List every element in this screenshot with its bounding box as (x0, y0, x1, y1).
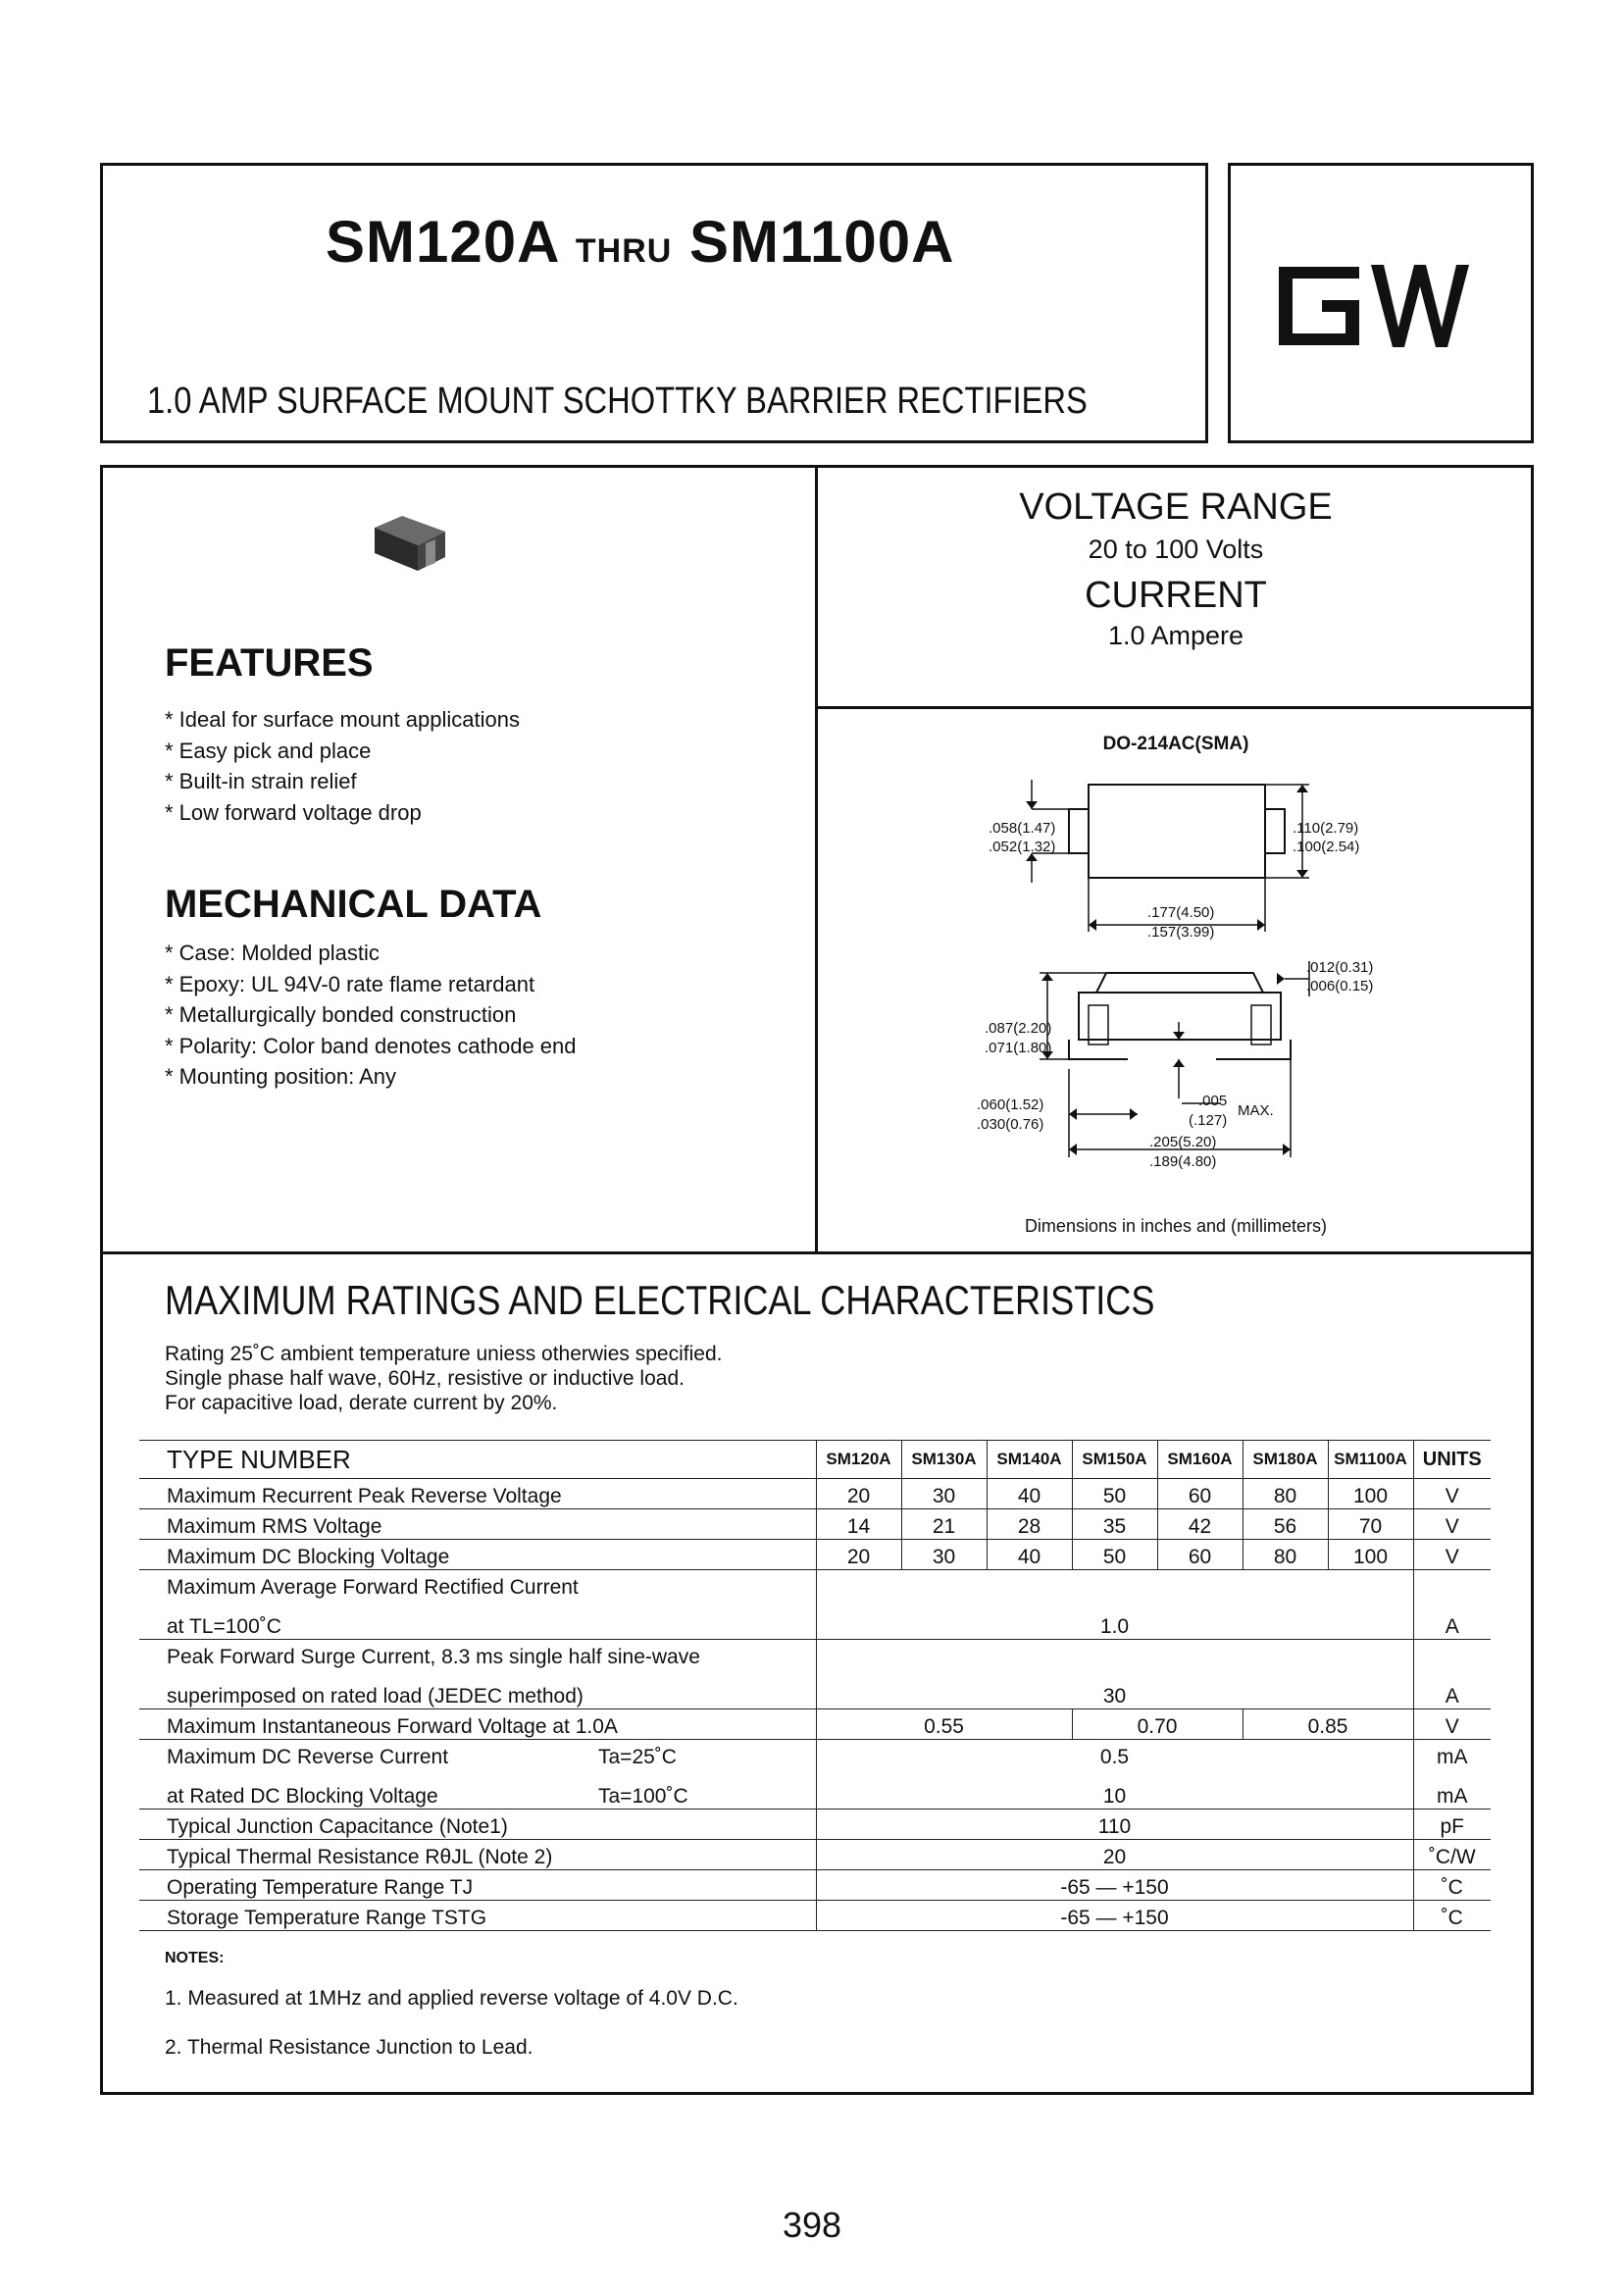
column-header: SM1100A (1328, 1441, 1413, 1479)
gw-logo-graphic (1273, 257, 1491, 355)
list-item: * Polarity: Color band denotes cathode end (165, 1033, 577, 1058)
dim-label: .205(5.20) (1149, 1134, 1217, 1150)
value-cell: 20 (816, 1840, 1413, 1870)
value-cell: 80 (1243, 1540, 1328, 1570)
table-header-row (139, 1441, 1491, 1479)
value-cell (816, 1740, 1413, 1810)
list-item: * Low forward voltage drop (165, 799, 422, 825)
value-cell: 30 (901, 1540, 987, 1570)
dim-label: .058(1.47) (989, 820, 1056, 837)
param-cell (139, 1640, 816, 1709)
value-cell: 50 (1072, 1479, 1157, 1509)
value-cell: 20 (816, 1540, 901, 1570)
unit-cell (1413, 1740, 1491, 1810)
value-cell: 50 (1072, 1540, 1157, 1570)
dim-label: MAX. (1238, 1102, 1274, 1119)
value-cell: 42 (1157, 1509, 1243, 1540)
rating-conditions (165, 1342, 722, 1415)
part-from: SM120A (326, 209, 559, 275)
value-cell: -65 — +150 (816, 1901, 1413, 1931)
package-name: DO-214AC(SMA) (1102, 734, 1249, 754)
dim-label: .189(4.80) (1149, 1153, 1217, 1170)
unit-cell: pF (1413, 1810, 1491, 1840)
unit-cell: V (1413, 1509, 1491, 1540)
param-cell: Maximum RMS Voltage (139, 1509, 816, 1540)
table-row (139, 1540, 1491, 1570)
value-cell: 30 (816, 1640, 1413, 1709)
condition-line: Rating 25˚C ambient temperature uniess otherwies specified. (165, 1343, 723, 1365)
dim-label: .110(2.79) (1293, 820, 1359, 837)
features-list (165, 704, 520, 828)
unit-cell: ˚C/W (1413, 1840, 1491, 1870)
param-cell: Maximum Instantaneous Forward Voltage at 1.0A (139, 1709, 816, 1740)
features-heading: FEATURES (165, 641, 374, 685)
unit-cell: ˚C (1413, 1901, 1491, 1931)
condition-line: For capacitive load, derate current by 20%. (165, 1392, 558, 1414)
value-cell: 35 (1072, 1509, 1157, 1540)
unit-line: mA (1437, 1746, 1468, 1768)
param-cell: Storage Temperature Range TSTG (139, 1901, 816, 1931)
value-cell: 56 (1243, 1509, 1328, 1540)
voltage-range-label: VOLTAGE RANGE (1019, 486, 1333, 528)
dim-label: .177(4.50) (1147, 904, 1215, 921)
table-row (139, 1709, 1491, 1740)
param-cell: Maximum Recurrent Peak Reverse Voltage (139, 1479, 816, 1509)
value-cell: 14 (816, 1509, 901, 1540)
list-item: * Easy pick and place (165, 738, 372, 763)
dim-label: .100(2.54) (1293, 839, 1360, 855)
component-image (365, 510, 453, 579)
ratings-table (139, 1440, 1491, 1931)
param-line: Maximum DC Reverse Current (167, 1746, 449, 1768)
param-cell: Typical Junction Capacitance (Note1) (139, 1810, 816, 1840)
param-cell (139, 1570, 816, 1640)
condition: Ta=25˚C (598, 1746, 677, 1768)
table-row (139, 1479, 1491, 1509)
column-header: SM150A (1072, 1441, 1157, 1479)
value-line: 0.5 (1099, 1746, 1130, 1768)
value-cell: 60 (1157, 1479, 1243, 1509)
value-cell: 70 (1328, 1509, 1413, 1540)
unit-line: mA (1437, 1785, 1468, 1808)
param-cell: Operating Temperature Range TJ (139, 1870, 816, 1901)
dim-label: .071(1.80) (985, 1040, 1052, 1056)
dim-label: (.127) (1189, 1112, 1228, 1129)
table-row (139, 1740, 1491, 1810)
column-header: SM180A (1243, 1441, 1328, 1479)
part-title (326, 208, 955, 276)
voltage-range-value: 20 to 100 Volts (1088, 535, 1264, 564)
list-item: * Built-in strain relief (165, 769, 357, 793)
page-number: 398 (782, 2205, 842, 2245)
list-item: * Epoxy: UL 94V-0 rate flame retardant (165, 971, 535, 996)
param-line: Peak Forward Surge Current, 8.3 ms single half sine-wave (167, 1646, 700, 1668)
dim-label: .087(2.20) (985, 1020, 1052, 1037)
table-row (139, 1810, 1491, 1840)
part-to: SM1100A (689, 209, 955, 275)
value-cell: -65 — +150 (816, 1870, 1413, 1901)
param-cell: Maximum DC Blocking Voltage (139, 1540, 816, 1570)
units-header: UNITS (1413, 1441, 1491, 1479)
value-cell: 21 (901, 1509, 987, 1540)
dim-label: .030(0.76) (977, 1116, 1044, 1133)
column-header: SM160A (1157, 1441, 1243, 1479)
value-cell: 0.85 (1243, 1709, 1413, 1740)
note-item: 1. Measured at 1MHz and applied reverse voltage of 4.0V D.C. (165, 1987, 738, 2010)
unit-cell: V (1413, 1479, 1491, 1509)
thru-label: THRU (575, 232, 673, 270)
value-cell: 0.70 (1072, 1709, 1243, 1740)
column-header: SM120A (816, 1441, 901, 1479)
param-line: superimposed on rated load (JEDEC method) (167, 1685, 584, 1708)
value-cell: 20 (816, 1479, 901, 1509)
condition: Ta=100˚C (598, 1785, 688, 1808)
page-subtitle: 1.0 AMP SURFACE MOUNT SCHOTTKY BARRIER RECTIFIERS (147, 381, 1088, 422)
notes-heading: NOTES: (165, 1950, 225, 1966)
list-item: * Case: Molded plastic (165, 941, 380, 965)
value-cell: 40 (987, 1479, 1072, 1509)
mechanical-list (165, 938, 577, 1093)
mechanical-heading: MECHANICAL DATA (165, 883, 542, 926)
current-value: 1.0 Ampere (1107, 621, 1244, 650)
value-cell: 0.55 (816, 1709, 1072, 1740)
param-line: at TL=100˚C (167, 1615, 281, 1638)
ratings-summary (818, 486, 1534, 651)
value-cell: 40 (987, 1540, 1072, 1570)
dim-label: .157(3.99) (1147, 924, 1215, 941)
param-line: Maximum Average Forward Rectified Current (167, 1576, 579, 1599)
dim-label: .006(0.15) (1306, 978, 1374, 994)
param-cell (139, 1740, 816, 1810)
value-cell: 30 (901, 1479, 987, 1509)
column-header: SM130A (901, 1441, 987, 1479)
dim-label: .060(1.52) (977, 1096, 1044, 1113)
list-item: * Metallurgically bonded construction (165, 1002, 517, 1027)
dim-label: .005 (1198, 1093, 1228, 1109)
max-ratings-heading: MAXIMUM RATINGS AND ELECTRICAL CHARACTERISTICS (165, 1277, 1155, 1323)
table-row (139, 1901, 1491, 1931)
dim-label: .012(0.31) (1306, 959, 1374, 976)
box-divider-horizontal (815, 706, 1534, 709)
table-row (139, 1640, 1491, 1709)
table-row (139, 1840, 1491, 1870)
note-item: 2. Thermal Resistance Junction to Lead. (165, 2036, 533, 2059)
list-item: * Mounting position: Any (165, 1064, 397, 1089)
value-cell: 100 (1328, 1540, 1413, 1570)
gw-logo (1273, 257, 1491, 355)
value-cell: 100 (1328, 1479, 1413, 1509)
value-cell: 110 (816, 1810, 1413, 1840)
value-cell: 80 (1243, 1479, 1328, 1509)
column-header: SM140A (987, 1441, 1072, 1479)
value-cell: 60 (1157, 1540, 1243, 1570)
param-line: at Rated DC Blocking Voltage (167, 1785, 438, 1808)
table-row (139, 1570, 1491, 1640)
type-number-header: TYPE NUMBER (139, 1441, 816, 1479)
param-cell: Typical Thermal Resistance RθJL (Note 2) (139, 1840, 816, 1870)
unit-cell: A (1413, 1640, 1491, 1709)
value-cell: 28 (987, 1509, 1072, 1540)
table-row (139, 1509, 1491, 1540)
value-line: 10 (1102, 1785, 1127, 1808)
current-label: CURRENT (1085, 575, 1267, 616)
unit-cell: A (1413, 1570, 1491, 1640)
list-item: * Ideal for surface mount applications (165, 707, 520, 732)
dim-label: .052(1.32) (989, 839, 1056, 855)
dimension-caption: Dimensions in inches and (millimeters) (1024, 1216, 1328, 1236)
unit-cell: V (1413, 1540, 1491, 1570)
unit-cell: V (1413, 1709, 1491, 1740)
unit-cell: ˚C (1413, 1870, 1491, 1901)
value-cell: 1.0 (816, 1570, 1413, 1640)
table-row (139, 1870, 1491, 1901)
condition-line: Single phase half wave, 60Hz, resistive or inductive load. (165, 1367, 685, 1390)
